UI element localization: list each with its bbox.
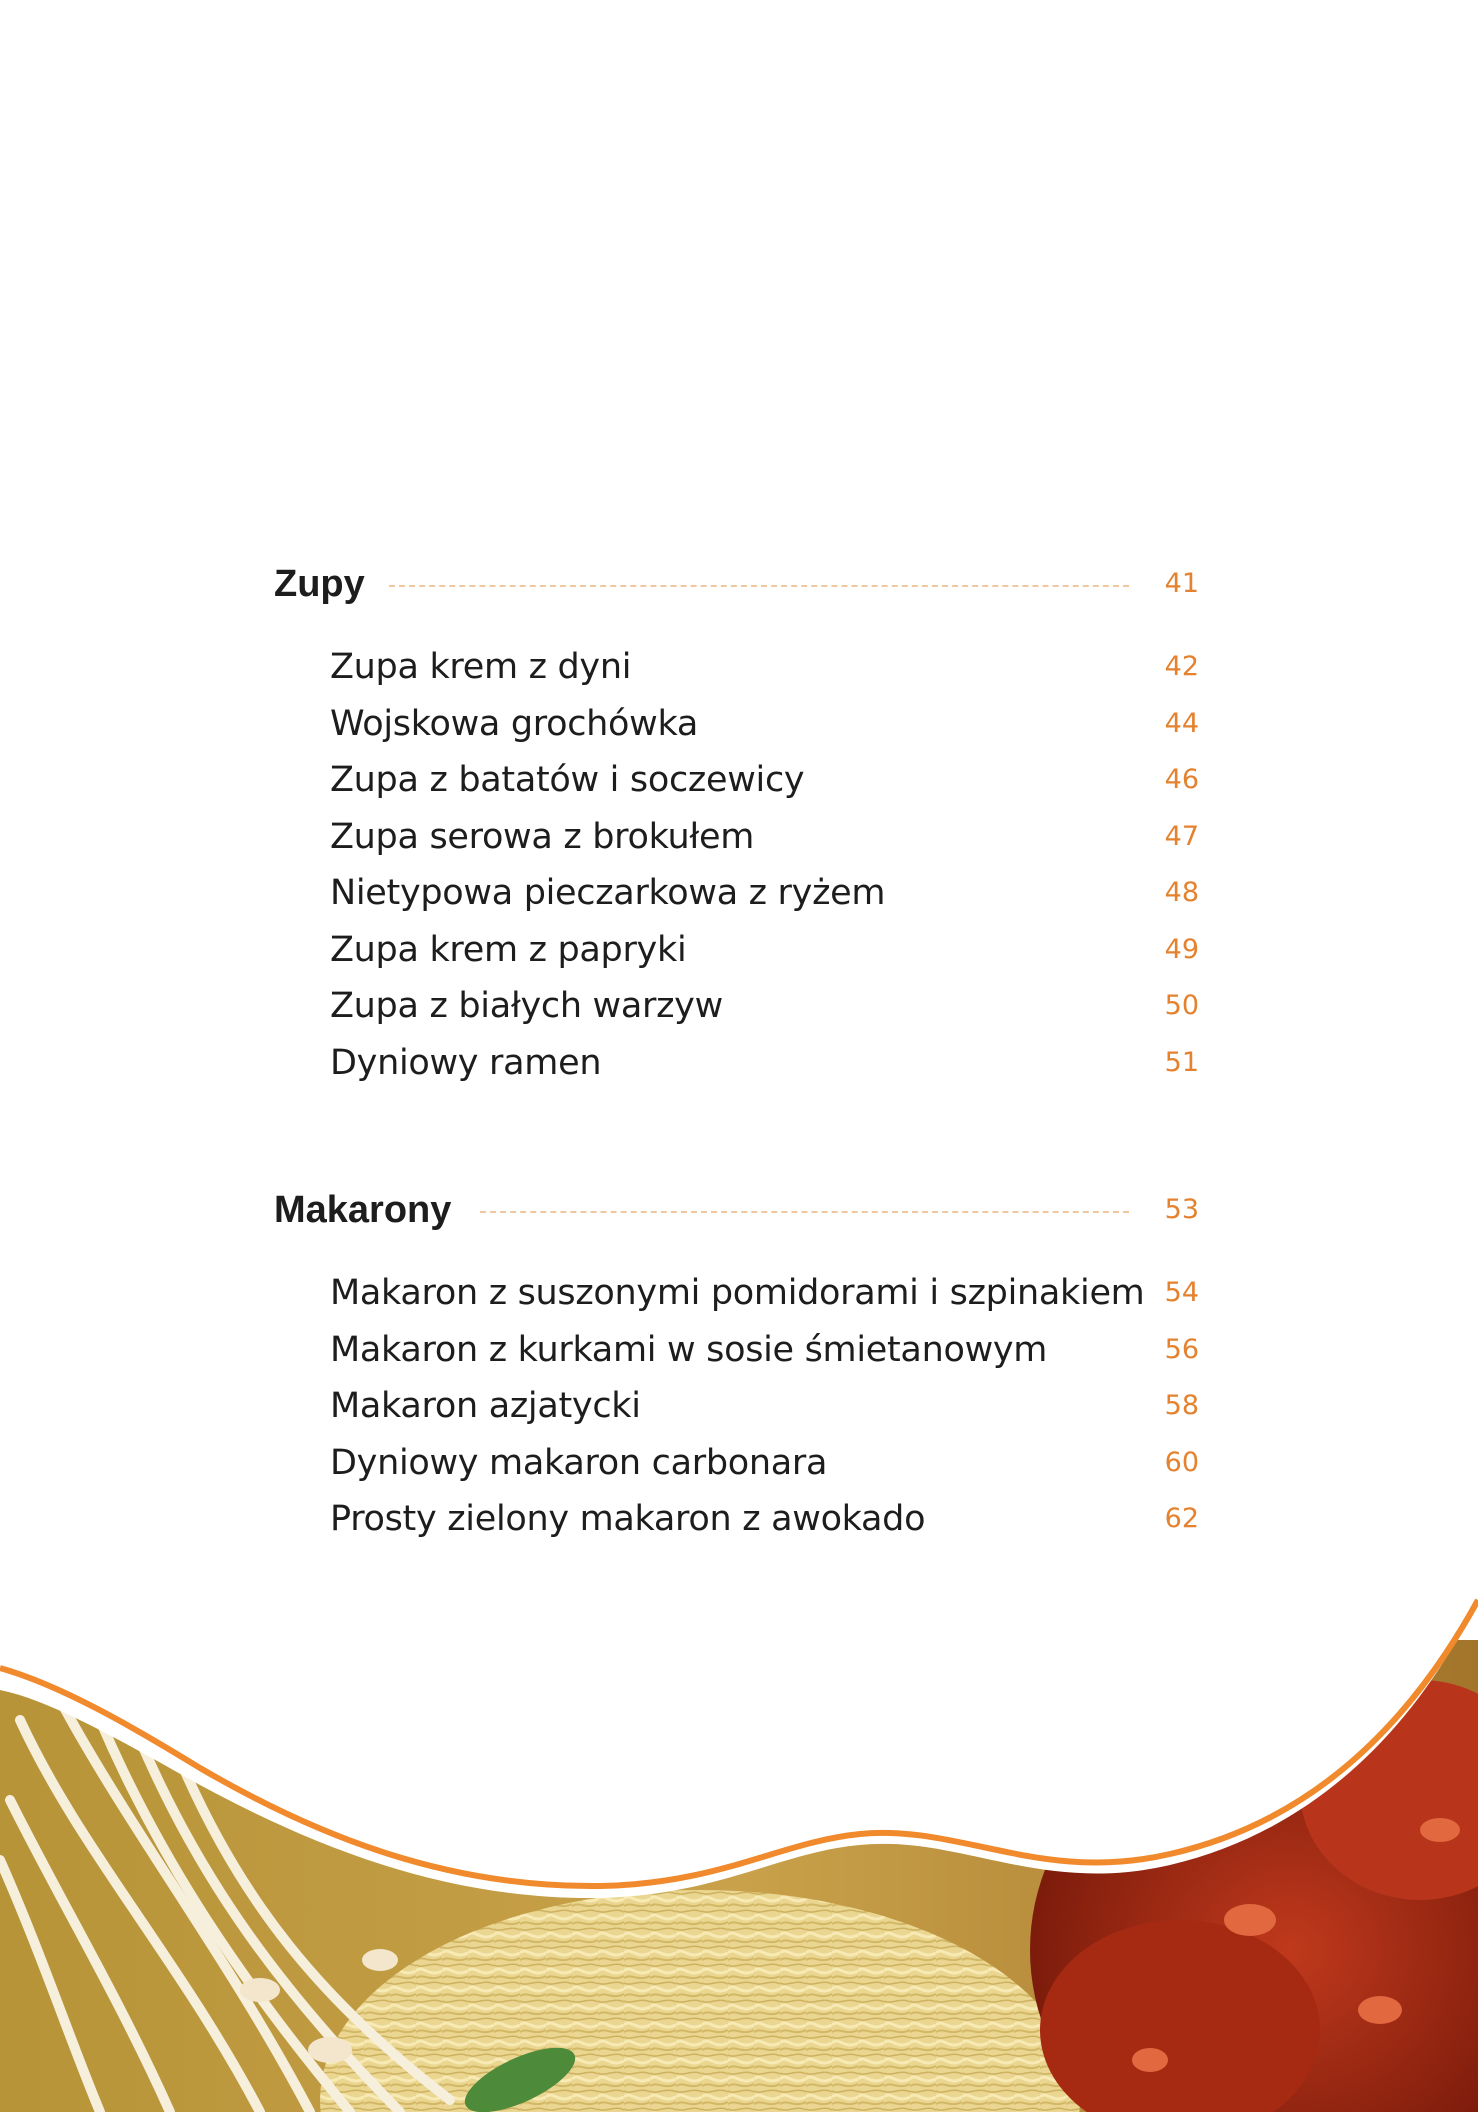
toc-entry[interactable] [330,752,1199,809]
toc-entry[interactable] [330,696,1199,753]
entry-page-number: 44 [1164,707,1199,739]
entry-title: Makaron z kurkami w sosie śmietanowym [330,1329,1048,1370]
entry-title: Zupa krem z dyni [330,647,632,687]
toc-entry[interactable] [330,1265,1199,1322]
entry-title: Prosty zielony makaron z awokado [330,1499,926,1539]
entry-page-number: 54 [1164,1277,1199,1308]
toc-entry[interactable] [330,809,1199,866]
entry-title: Makaron azjatycki [330,1386,641,1426]
entry-page-number: 49 [1164,933,1199,965]
entry-title: Zupa z batatów i soczewicy [330,760,805,800]
toc-entry[interactable] [330,1491,1199,1548]
toc-entry[interactable] [330,978,1199,1035]
entry-page-number: 42 [1164,651,1199,682]
entry-page-number: 58 [1164,1390,1199,1421]
toc-entry[interactable] [330,1322,1199,1379]
toc-entries-list [330,639,1199,1091]
entry-title: Zupa krem z papryki [330,929,687,970]
entry-title: Dyniowy makaron carbonara [330,1442,828,1483]
entry-page-number: 47 [1164,820,1199,852]
toc-entry[interactable] [330,922,1199,979]
entry-title: Nietypowa pieczarkowa z ryżem [330,873,886,913]
entry-page-number: 60 [1164,1446,1199,1478]
entry-page-number: 56 [1164,1333,1199,1365]
entry-title: Makaron z suszonymi pomidorami i szpinakiem [330,1273,1145,1313]
section-page-number: 41 [1164,568,1199,599]
toc-section-heading[interactable] [274,1180,1199,1240]
toc-entry[interactable] [330,865,1199,922]
toc-entry[interactable] [330,1035,1199,1092]
entry-page-number: 62 [1164,1503,1199,1534]
entry-title: Dyniowy ramen [330,1042,602,1083]
section-page-number: 53 [1164,1194,1199,1225]
toc-section-heading[interactable] [274,554,1199,614]
entry-page-number: 51 [1164,1046,1199,1078]
entry-page-number: 50 [1164,990,1199,1021]
entry-page-number: 46 [1164,764,1199,795]
dotted-leader [480,1211,1129,1213]
section-title: Makarony [274,1189,452,1231]
entry-title: Wojskowa grochówka [330,703,698,744]
entry-title: Zupa z białych warzyw [330,986,723,1026]
toc-entries-list [330,1265,1199,1548]
entry-title: Zupa serowa z brokułem [330,816,755,857]
toc-entry[interactable] [330,1378,1199,1435]
section-title: Zupy [274,563,365,605]
toc-entry[interactable] [330,1435,1199,1492]
toc-entry[interactable] [330,639,1199,696]
dotted-leader [389,585,1129,587]
entry-page-number: 48 [1164,877,1199,908]
